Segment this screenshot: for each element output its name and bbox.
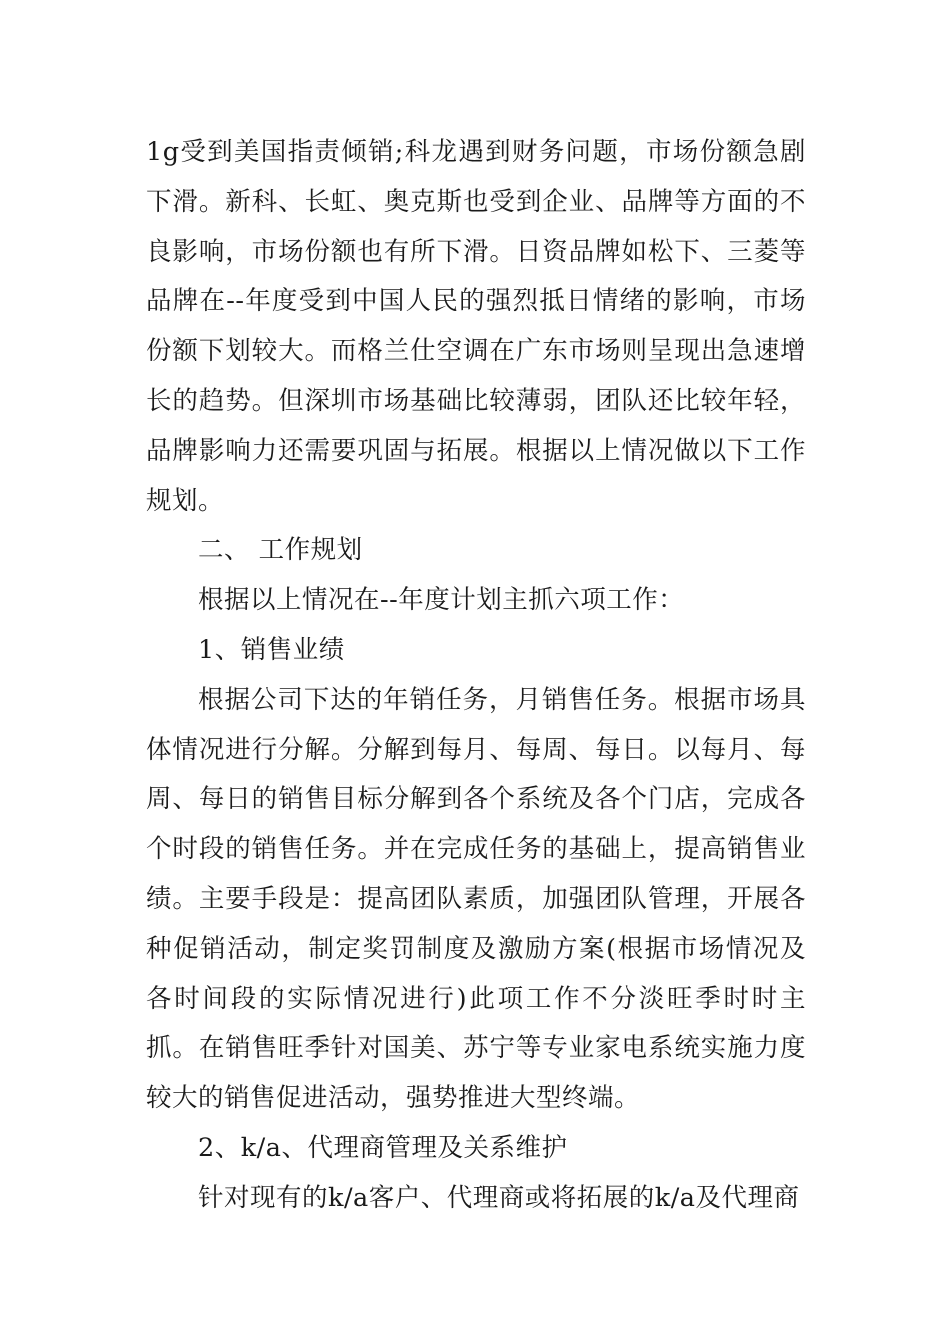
subheading-sales-performance: 1、销售业绩 <box>198 634 345 665</box>
paragraph-sales-performance: 根据公司下达的年销任务，月销售任务。根据市场具体情况进行分解。分解到每月、每周、每日。以每月、每周、每日的销售目标分解到各个系统及各个门店，完成各个时段的销售任务。并在完成任务的基础上，提高销售业绩。主要手段是：提高团队素质，加强团队管理，开展各种促销活动，制定奖罚制度及激励方案(根据市场情况及各时间段的实际情况进行)此项工作不分淡旺季时时主抓。在销售旺季针对国美、苏宁等专业家电系统实施力度较大的销售促进活动，强势推进大型终端。 <box>146 684 806 1114</box>
paragraph-ka-agent-management: 针对现有的k/a客户、代理商或将拓展的k/a及代理商 <box>198 1182 800 1213</box>
paragraph-plan-intro: 根据以上情况在--年度计划主抓六项工作： <box>198 585 685 616</box>
paragraph-market-analysis: 1g受到美国指责倾销;科龙遇到财务问题，市场份额急剧下滑。新科、长虹、奥克斯也受到企业、品牌等方面的不良影响，市场份额也有所下滑。日资品牌如松下、三菱等品牌在--年度受到中国人民的强烈抵日情绪的影响，市场份额下划较大。而格兰仕空调在广东市场则呈现出急速增长的趋势。但深圳市场基础比较薄弱，团队还比较年轻，品牌影响力还需要巩固与拓展。根据以上情况做以下工作规划。 <box>146 137 806 516</box>
subheading-ka-agent-management: 2、k/a、代理商管理及关系维护 <box>198 1132 568 1163</box>
section-heading-work-plan: 二、 工作规划 <box>198 535 363 566</box>
document-page <box>146 128 806 1224</box>
